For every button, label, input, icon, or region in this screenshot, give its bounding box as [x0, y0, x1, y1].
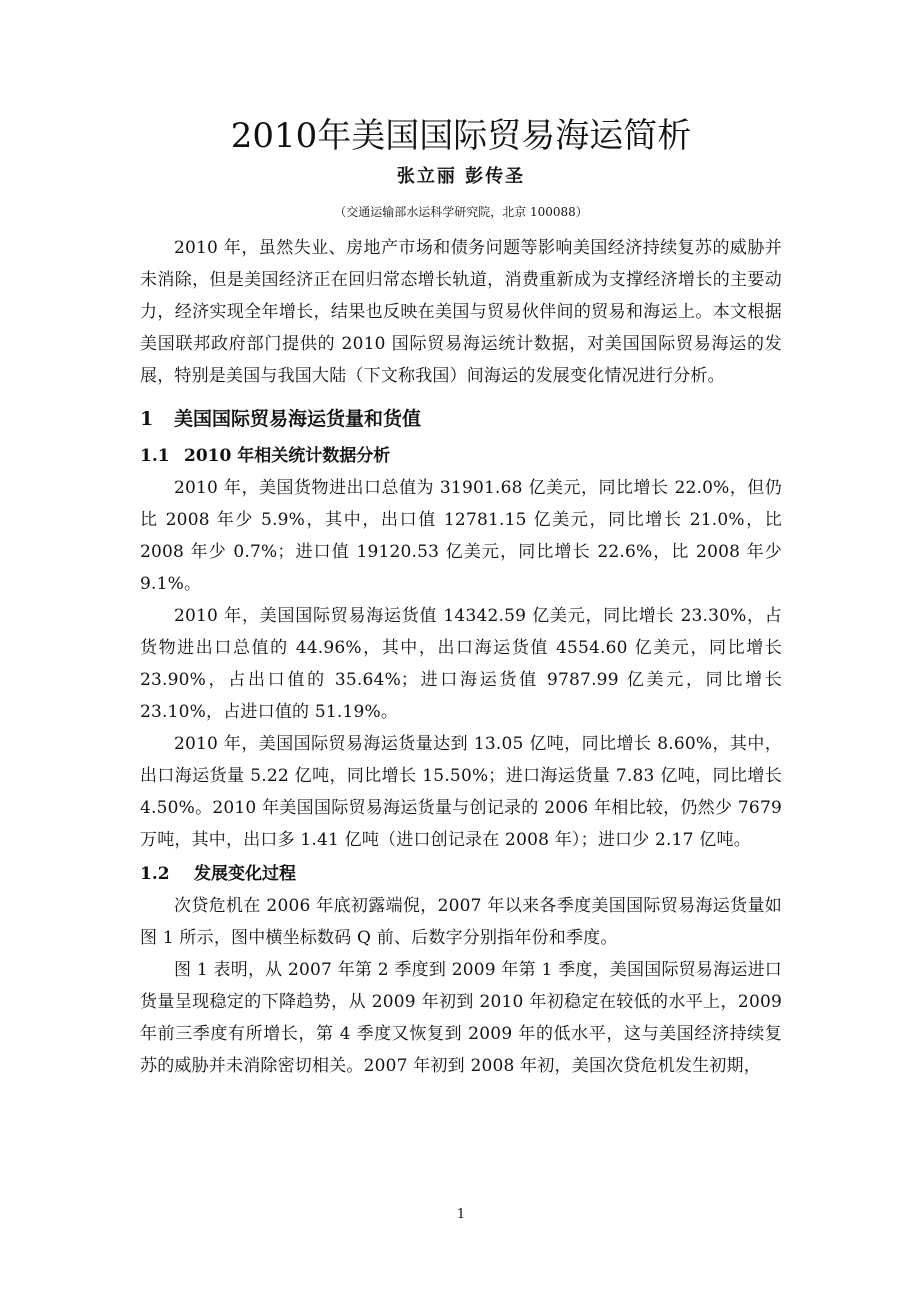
section-1-title: 美国国际贸易海运货量和货值 [174, 408, 422, 430]
intro-paragraph: 2010 年，虽然失业、房地产市场和债务问题等影响美国经济持续复苏的威胁并未消除，但是美国经济正在回归常态增长轨道，消费重新成为支撑经济增长的主要动力，经济实现全年增长，结果也反映在美国与贸易伙伴间的贸易和海运上。本文根据美国联邦政府部门提供的 2010 国际贸易海运统计数据，对美国国际贸易海运的发展，特别是美国与我国大陆（下文称我国）间海运的发展变化情况进行分析。 [140, 238, 782, 386]
section-1-1-number: 1.1 [140, 446, 170, 466]
section-1-2-heading [140, 858, 782, 890]
document-body [140, 232, 782, 1082]
section-1-1-heading [140, 440, 782, 472]
document-authors: 张立丽 彭传圣 [396, 166, 526, 187]
paragraph-maritime-value: 2010 年，美国国际贸易海运货值 14342.59 亿美元，同比增长 23.30%，占货物进出口总值的 44.96%，其中，出口海运货值 4554.60 亿美元，同比增长 23.90%，占出口值的 35.64%；进口海运货值 9787.99 亿美元，同比增长 23.10%，占进口值的 51.19%。 [140, 606, 782, 722]
section-1-number: 1 [140, 408, 154, 430]
paragraph-figure-analysis: 图 1 表明，从 2007 年第 2 季度到 2009 年第 1 季度，美国国际贸易海运进口货量呈现稳定的下降趋势，从 2009 年初到 2010 年初稳定在较低的水平上，2009 年前三季度有所增长，第 4 季度又恢复到 2009 年的低水平，这与美国经济持续复苏的威胁并未消除密切相关。2007 年初到 2008 年初，美国次贷危机发生初期， [140, 960, 782, 1076]
document-page [140, 0, 782, 1302]
paragraph-maritime-volume: 2010 年，美国国际贸易海运货量达到 13.05 亿吨，同比增长 8.60%，其中，出口海运货量 5.22 亿吨，同比增长 15.50%；进口海运货量 7.83 亿吨，同比增长 4.50%。2010 年美国国际贸易海运货量与创记录的 2006 年相比较，仍然少 7679 万吨，其中，出口多 1.41 亿吨（进口创记录在 2008 年）；进口少 2.17 亿吨。 [140, 734, 782, 850]
document-affiliation: （交通运输部水运科学研究院，北京 100088） [334, 205, 588, 219]
page-number: 1 [456, 1207, 466, 1222]
paragraph-subprime-intro: 次贷危机在 2006 年底初露端倪，2007 年以来各季度美国国际贸易海运货量如图 1 所示，图中横坐标数码 Q 前、后数字分别指年份和季度。 [140, 896, 782, 948]
document-title: 2010年美国国际贸易海运简析 [230, 116, 692, 156]
paragraph-trade-value: 2010 年，美国货物进出口总值为 31901.68 亿美元，同比增长 22.0%，但仍比 2008 年少 5.9%，其中，出口值 12781.15 亿美元，同比增长 21.0%，比 2008 年少 0.7%；进口值 19120.53 亿美元，同比增长 22.6%，比 2008 年少 9.1%。 [140, 478, 782, 594]
section-1-1-title: 2010 年相关统计数据分析 [184, 446, 391, 466]
section-1-2-title: 发展变化过程 [194, 864, 296, 884]
section-1-heading [140, 402, 782, 436]
section-1-2-number: 1.2 [140, 864, 170, 884]
